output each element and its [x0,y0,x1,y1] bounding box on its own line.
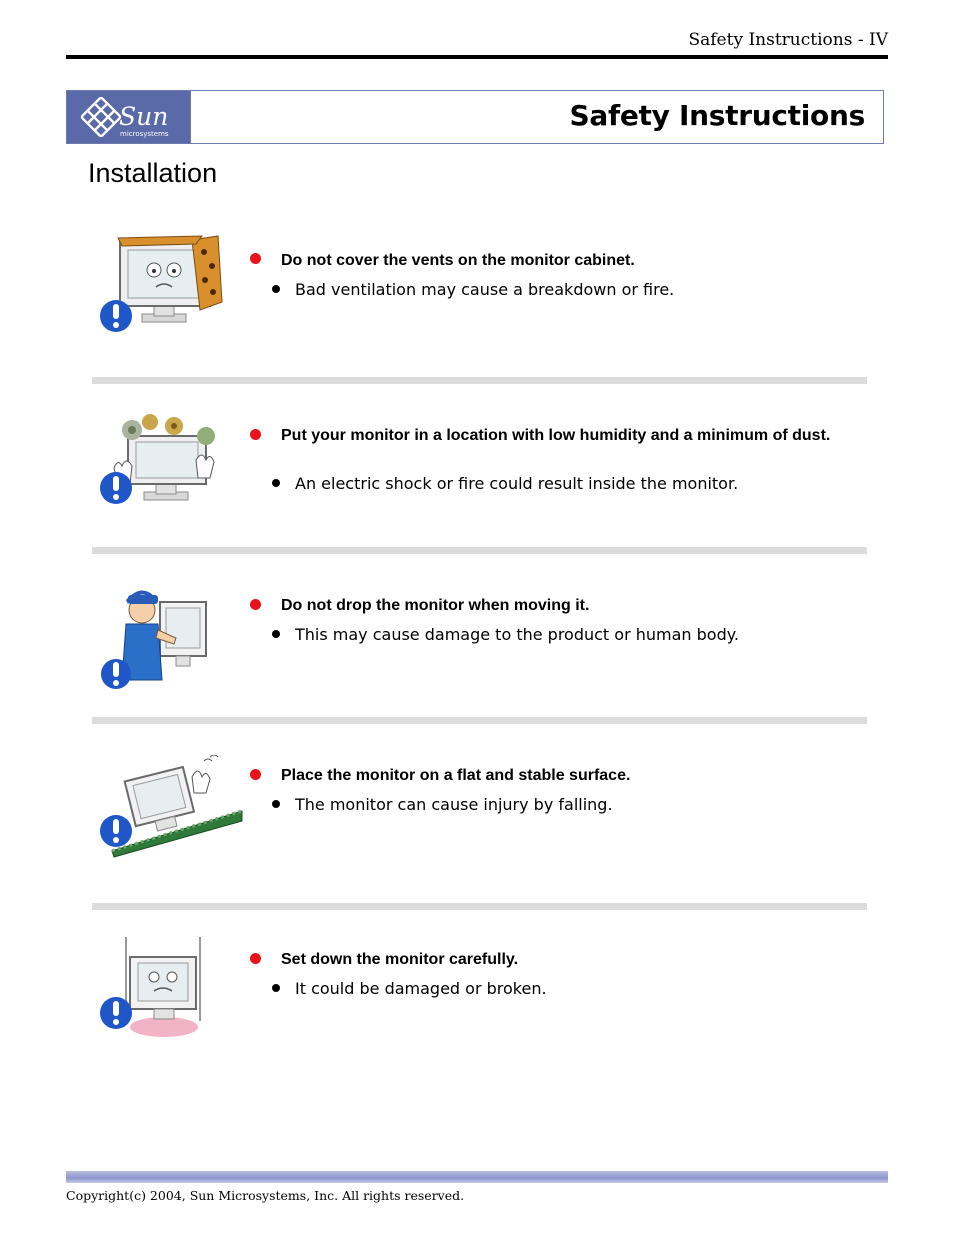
separator [92,547,867,554]
sub-bullet [272,800,280,808]
instruction-main-text: Do not cover the vents on the monitor cabinet. [281,252,635,269]
main-bullet [250,429,261,440]
monitor-set-down-carefully-illustration [92,935,244,1045]
instruction-main-text: Place the monitor on a flat and stable surface. [281,767,631,784]
monitor-falling-off-surface-illustration [92,755,244,865]
main-bullet [250,253,261,264]
copyright-text: Copyright(c) 2004, Sun Microsystems, Inc. All rights reserved. [66,1188,465,1203]
sub-bullet [272,630,280,638]
separator [92,377,867,384]
running-header: Safety Instructions - IV [688,30,888,50]
instruction-sub-text: It could be damaged or broken. [295,979,547,998]
logo-sub-text: microsystems [120,130,169,138]
separator [92,903,867,910]
instruction-sub-text: Bad ventilation may cause a breakdown or fire. [295,280,675,299]
instruction-main-text: Set down the monitor carefully. [281,951,519,968]
instruction-main-text: Do not drop the monitor when moving it. [281,597,590,614]
main-bullet [250,599,261,610]
section-heading: Installation [88,158,218,188]
sub-bullet [272,984,280,992]
monitor-humidity-dust-illustration [92,408,244,518]
main-bullet [250,953,261,964]
instruction-sub-text: The monitor can cause injury by falling. [295,795,613,814]
logo-divider [190,91,191,143]
sub-bullet [272,285,280,293]
header-rule [66,55,888,59]
title-bar [66,90,884,144]
logo-brand-text: Sun [119,102,169,131]
sub-bullet [272,479,280,487]
separator [92,717,867,724]
instruction-sub-text: This may cause damage to the product or human body. [295,625,740,644]
monitor-vents-covered-illustration [92,232,244,342]
footer-bar [66,1171,888,1183]
page-title: Safety Instructions [569,99,865,132]
sun-logo [67,91,190,143]
instruction-main-text: Put your monitor in a location with low humidity and a minimum of dust. [281,427,831,444]
person-dropping-monitor-illustration [92,580,244,690]
instruction-sub-text: An electric shock or fire could result inside the monitor. [295,474,739,493]
main-bullet [250,769,261,780]
